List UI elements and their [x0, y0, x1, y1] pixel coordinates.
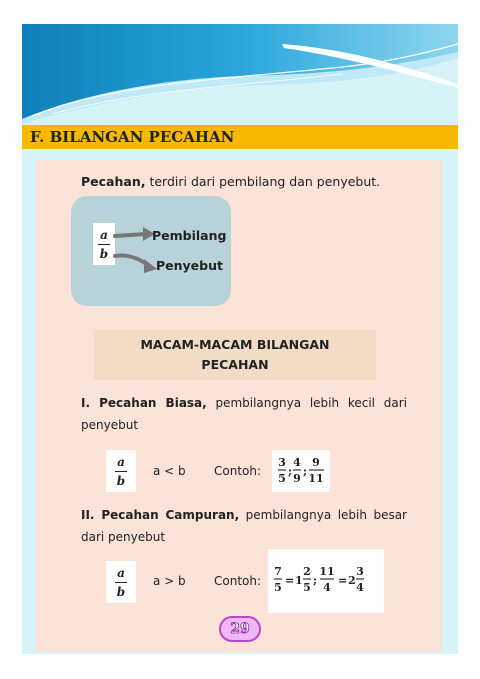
types-heading: MACAM-MACAM BILANGAN PECAHAN [94, 330, 376, 380]
mixed-f1-num: 7 [274, 565, 282, 578]
mixed-m2-num: 3 [356, 565, 364, 578]
mixed-fraction-symbol: a b [106, 561, 136, 603]
page-number-badge: 29 [219, 616, 261, 642]
page [22, 24, 458, 654]
example-sep-2: ; [303, 465, 308, 478]
mixed-f2-num: 11 [319, 565, 335, 578]
mixed-m1-whole: 1 [295, 574, 303, 587]
proper-example-label: Contoh: [214, 464, 262, 478]
proper-example [272, 450, 330, 492]
proper-fraction-description: I. Pecahan Biasa, pembilangnya lebih kecil dari penyebut [81, 396, 407, 432]
numerator-label: Pembilang [152, 228, 227, 243]
mixed-m1-den: 5 [303, 581, 311, 594]
mixed-eq-1: = [285, 574, 295, 587]
mixed-relation: a > b [153, 574, 186, 588]
mixed-m2-den: 4 [356, 581, 364, 594]
diagram-fraction: a b [93, 223, 115, 265]
mixed-example-label: Contoh: [214, 574, 262, 588]
example-den-1: 5 [278, 472, 286, 485]
mixed-example [268, 549, 384, 613]
mixed-m1-num: 2 [303, 565, 311, 578]
example-num-3: 9 [312, 456, 320, 469]
example-den-3: 11 [308, 472, 324, 485]
section-title: F. BILANGAN PECAHAN [22, 125, 458, 149]
content-panel [36, 160, 442, 652]
mixed-f1-den: 5 [274, 581, 282, 594]
example-sep-1: ; [288, 465, 293, 478]
mixed-m2-whole: 2 [348, 574, 356, 587]
arrow-icon [71, 196, 231, 306]
header-banner [22, 24, 458, 124]
example-num-1: 3 [278, 456, 286, 469]
mixed-fraction-description: II. Pecahan Campuran, pembilangnya lebih besar dari penyebut [81, 508, 407, 544]
proper-fraction-symbol: a b [106, 450, 136, 492]
proper-relation: a < b [153, 464, 186, 478]
denominator-label: Penyebut [156, 258, 223, 273]
mixed-sep: ; [313, 574, 318, 587]
intro-text: Pecahan, terdiri dari pembilang dan penyebut. [81, 174, 381, 189]
fraction-diagram [71, 196, 231, 306]
example-num-2: 4 [293, 456, 301, 469]
mixed-eq-2: = [338, 574, 348, 587]
example-den-2: 9 [293, 472, 301, 485]
mixed-f2-den: 4 [323, 581, 331, 594]
